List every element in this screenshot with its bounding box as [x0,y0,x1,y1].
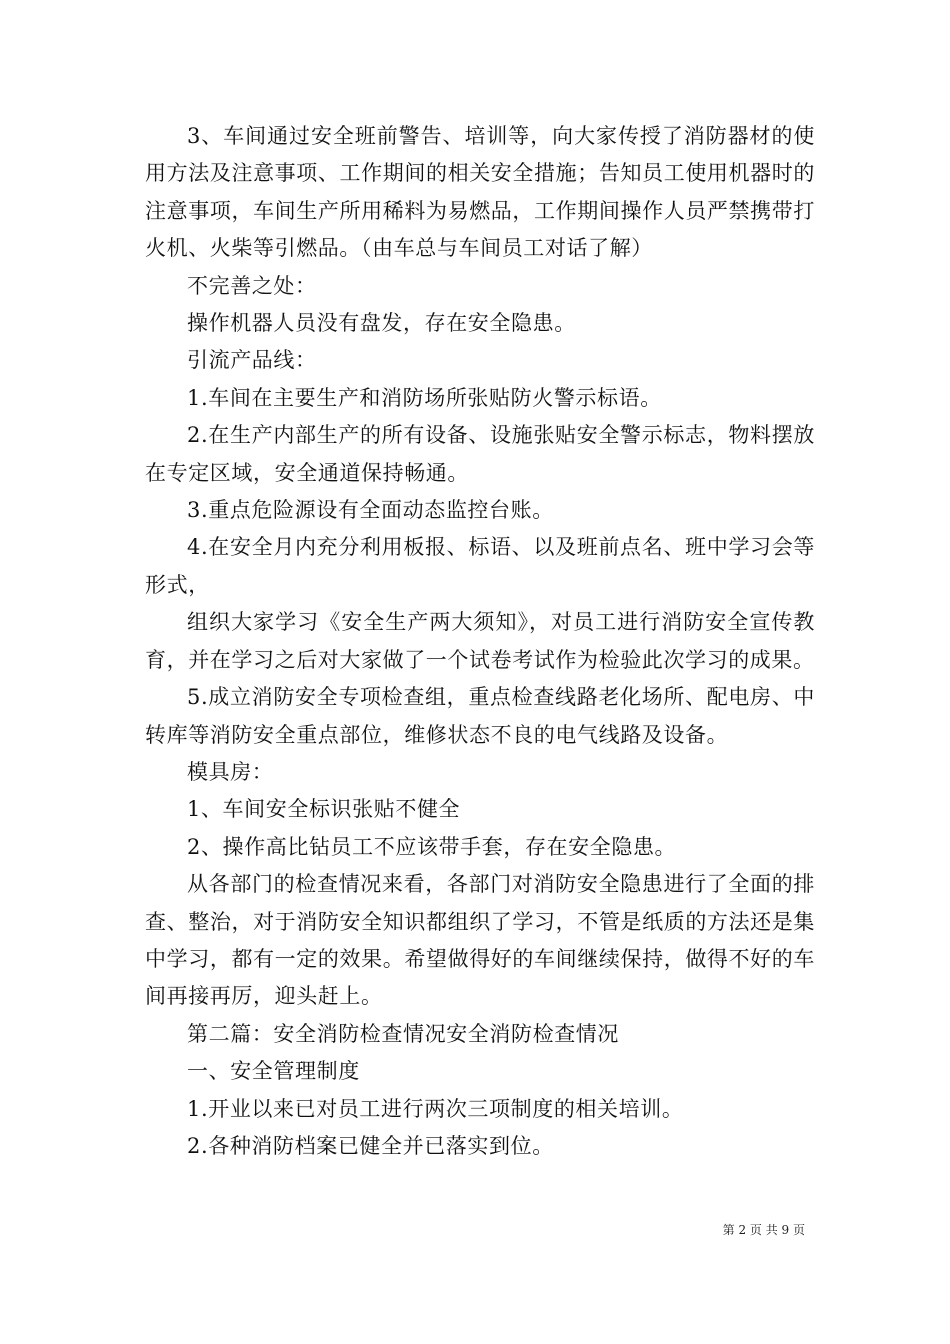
paragraph: 操作机器人员没有盘发，存在安全隐患。 [187,311,576,336]
paragraph: 一、安全管理制度 [187,1059,360,1084]
paragraph: 5.成立消防安全专项检查组，重点检查线路老化场所、配电房、中转库等消防安全重点部位，维修状态不良的电气线路及设备。 [145,685,815,747]
paragraph: 第二篇：安全消防检查情况安全消防检查情况 [187,1021,619,1046]
paragraph: 3.重点危险源设有全面动态监控台账。 [187,498,554,523]
paragraph: 1.开业以来已对员工进行两次三项制度的相关培训。 [187,1096,684,1121]
paragraph: 引流产品线： [187,348,317,373]
paragraph: 4.在安全月内充分利用板报、标语、以及班前点名、班中学习会等形式， [145,535,815,597]
paragraph: 组织大家学习《安全生产两大须知》，对员工进行消防安全宣传教育，并在学习之后对大家做了一个试卷考试作为检验此次学习的成果。 [145,610,815,672]
paragraph: 1.车间在主要生产和消防场所张贴防火警示标语。 [187,385,662,410]
paragraph: 2、操作高比钻员工不应该带手套，存在安全隐患。 [187,834,677,859]
page-number-footer: 第 2 页 共 9 页 [722,1223,805,1237]
paragraph: 模具房： [187,759,274,784]
paragraph: 2.各种消防档案已健全并已落实到位。 [187,1133,554,1158]
paragraph: 不完善之处： [187,273,317,298]
paragraph: 1、车间安全标识张贴不健全 [187,797,461,822]
document-body [145,118,815,1165]
paragraph: 从各部门的检查情况来看，各部门对消防安全隐患进行了全面的排查、整治，对于消防安全知识都组织了学习，不管是纸质的方法还是集中学习，都有一定的效果。希望做得好的车间继续保持，做得不好的车间再接再厉，迎头赶上。 [145,872,815,1009]
paragraph: 2.在生产内部生产的所有设备、设施张贴安全警示标志，物料摆放在专定区域，安全通道保持畅通。 [145,423,815,485]
paragraph: 3、车间通过安全班前警告、培训等，向大家传授了消防器材的使用方法及注意事项、工作期间的相关安全措施；告知员工使用机器时的注意事项，车间生产所用稀料为易燃品，工作期间操作人员严禁携带打火机、火柴等引燃品。（由车总与车间员工对话了解） [145,124,815,261]
